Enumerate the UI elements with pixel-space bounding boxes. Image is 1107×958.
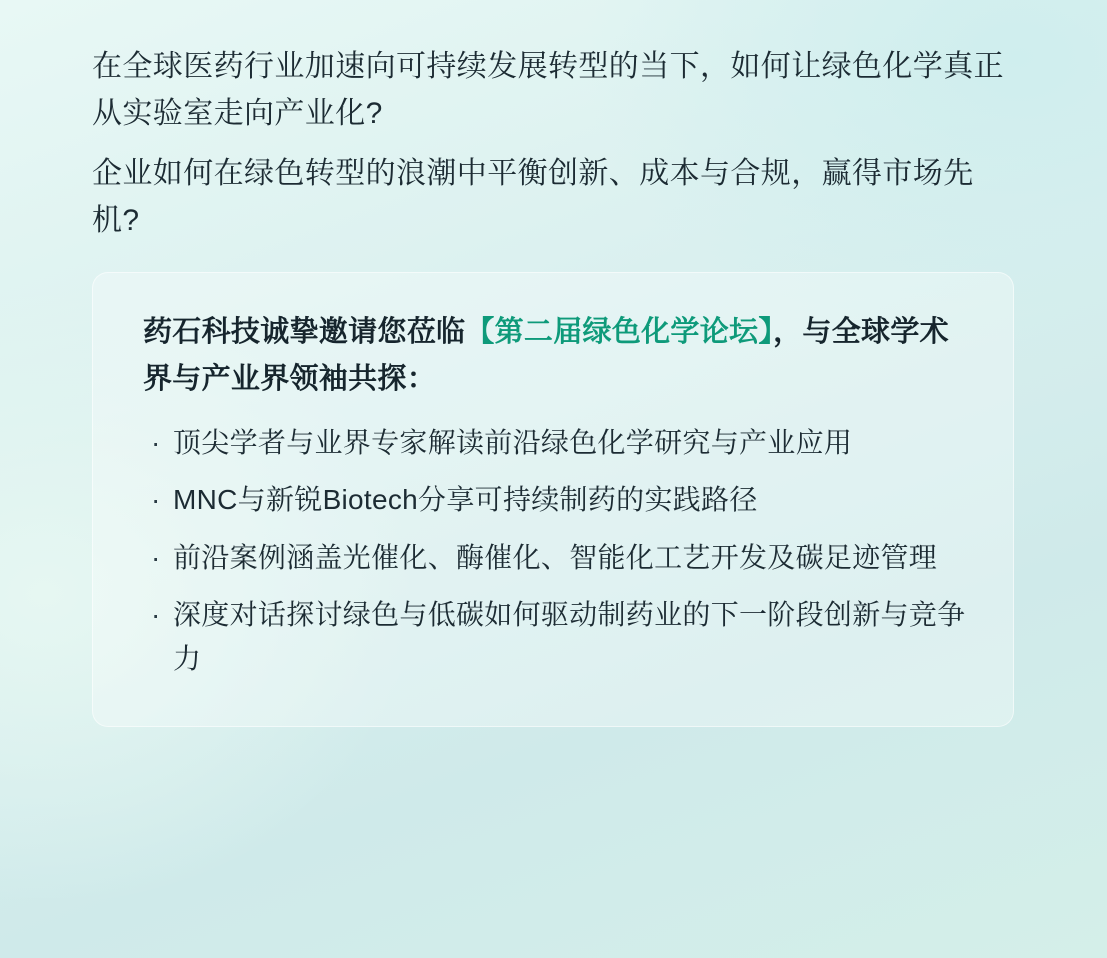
bullet-icon: · xyxy=(151,541,161,573)
list-item-label: 前沿案例涵盖光催化、酶催化、智能化工艺开发及碳足迹管理 xyxy=(173,541,938,573)
list-item-label: MNC与新锐Biotech分享可持续制药的实践路径 xyxy=(173,484,758,516)
list-item xyxy=(143,421,973,464)
list-item-label: 深度对话探讨绿色与低碳如何驱动制药业的下一阶段创新与竞争力 xyxy=(173,599,966,674)
card-heading-prefix: 药石科技诚挚邀请您莅临 xyxy=(143,316,466,348)
intro-section xyxy=(92,0,1015,244)
list-item xyxy=(143,593,973,680)
highlight-list xyxy=(143,421,973,680)
intro-paragraph-1: 在全球医药行业加速向可持续发展转型的当下，如何让绿色化学真正从实验室走向产业化? xyxy=(92,50,1004,130)
invitation-card xyxy=(92,272,1014,727)
intro-paragraph-2: 企业如何在绿色转型的浪潮中平衡创新、成本与合规，赢得市场先机? xyxy=(92,157,974,237)
bullet-icon: · xyxy=(151,426,161,458)
bullet-icon: · xyxy=(151,484,161,516)
bullet-icon: · xyxy=(151,599,161,631)
list-item xyxy=(143,478,973,521)
card-heading xyxy=(143,309,973,403)
list-item-label: 顶尖学者与业界专家解读前沿绿色化学研究与产业应用 xyxy=(173,426,853,458)
card-heading-accent: 【第二届绿色化学论坛】 xyxy=(465,316,774,348)
list-item xyxy=(143,536,973,579)
card-heading-suffix: ，与全球学术界与产业界领袖共探： xyxy=(143,316,949,395)
